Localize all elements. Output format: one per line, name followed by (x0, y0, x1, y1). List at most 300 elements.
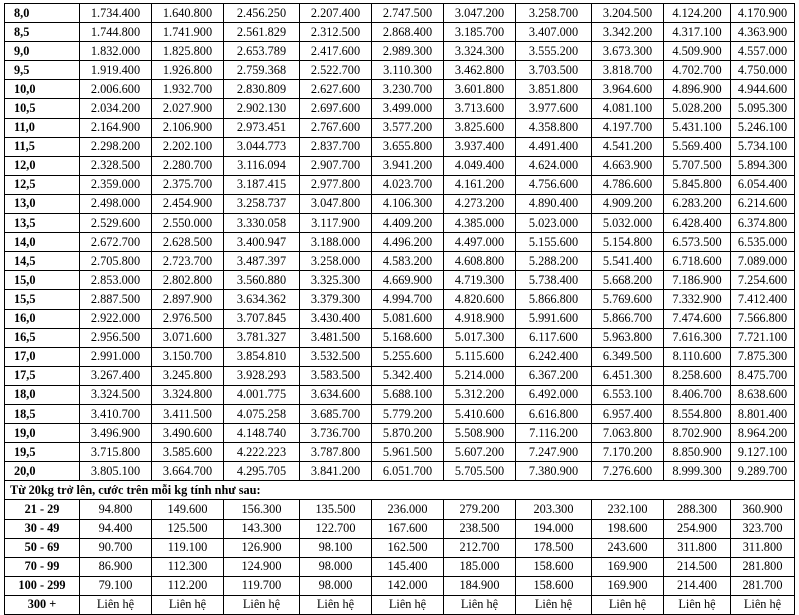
rate-cell: 156.300 (224, 500, 300, 519)
rate-cell: 5.312.200 (444, 385, 516, 404)
rate-cell: 3.071.600 (152, 328, 224, 347)
weight-cell: 17,5 (5, 366, 80, 385)
rate-cell: 2.498.000 (80, 194, 152, 213)
rate-cell: 2.868.400 (372, 23, 444, 42)
rate-cell: 5.607.200 (444, 443, 516, 462)
weight-cell: 10,0 (5, 80, 80, 99)
weight-cell: 12,0 (5, 156, 80, 175)
rate-cell: 3.188.000 (300, 233, 372, 252)
rate-cell: 4.273.200 (444, 194, 516, 213)
rate-cell: 203.300 (516, 500, 592, 519)
rate-cell: 6.718.600 (664, 252, 731, 271)
rate-cell: 8.406.700 (664, 385, 731, 404)
rate-cell: 6.117.600 (516, 328, 592, 347)
rate-cell: 6.242.400 (516, 347, 592, 366)
rate-cell: 2.529.600 (80, 214, 152, 233)
rate-cell: 4.409.200 (372, 214, 444, 233)
rate-cell: 4.756.600 (516, 175, 592, 194)
rate-cell: 2.359.000 (80, 175, 152, 194)
rate-cell: 8.475.700 (731, 366, 795, 385)
rate-cell: 2.454.900 (152, 194, 224, 213)
rate-table (4, 3, 795, 615)
rate-cell: 4.909.200 (592, 194, 664, 213)
rate-cell: 8.964.200 (731, 424, 795, 443)
rate-cell: 5.032.000 (592, 214, 664, 233)
rate-cell: 198.600 (592, 519, 664, 538)
rate-cell: 5.431.100 (664, 118, 731, 137)
rate-cell: 4.583.200 (372, 252, 444, 271)
rate-cell: 7.254.600 (731, 271, 795, 290)
rate-cell: 5.845.800 (664, 175, 731, 194)
rate-cell: 5.668.200 (592, 271, 664, 290)
rate-cell: 6.553.100 (592, 385, 664, 404)
rate-cell: 5.707.500 (664, 156, 731, 175)
rate-cell: Liên hệ (152, 595, 224, 614)
range-cell: 30 - 49 (5, 519, 80, 538)
rate-cell: 112.200 (152, 576, 224, 595)
rate-cell: Liên hệ (731, 595, 795, 614)
rate-cell: 1.926.800 (152, 61, 224, 80)
rate-cell: 5.255.600 (372, 347, 444, 366)
table-row (5, 156, 795, 175)
table-row (5, 328, 795, 347)
rate-cell: 3.487.397 (224, 252, 300, 271)
table-row (5, 309, 795, 328)
rate-cell: 2.991.000 (80, 347, 152, 366)
section-header-row (5, 481, 795, 500)
rate-cell: 2.522.700 (300, 61, 372, 80)
rate-cell: 6.451.300 (592, 366, 664, 385)
rate-cell: 8.850.900 (664, 443, 731, 462)
rate-cell: 2.298.200 (80, 137, 152, 156)
rate-cell: 2.767.600 (300, 118, 372, 137)
rate-cell: 8.554.800 (664, 404, 731, 423)
weight-cell: 18,5 (5, 404, 80, 423)
rate-cell: 3.499.000 (372, 99, 444, 118)
rate-cell: 2.627.600 (300, 80, 372, 99)
table-row (5, 443, 795, 462)
rate-cell: 279.200 (444, 500, 516, 519)
rate-cell: 4.124.200 (664, 4, 731, 23)
rate-cell: 4.890.400 (516, 194, 592, 213)
rate-cell: 3.585.600 (152, 443, 224, 462)
rate-cell: 3.342.200 (592, 23, 664, 42)
table-row (5, 42, 795, 61)
per-kg-rows (5, 500, 795, 615)
rate-cell: 2.887.500 (80, 290, 152, 309)
rate-cell: 7.247.900 (516, 443, 592, 462)
weight-cell: 12,5 (5, 175, 80, 194)
rate-cell: 4.918.900 (444, 309, 516, 328)
weight-cell: 19,5 (5, 443, 80, 462)
rate-cell: 6.214.600 (731, 194, 795, 213)
rate-cell: 6.573.500 (664, 233, 731, 252)
rate-cell: 3.555.200 (516, 42, 592, 61)
rate-cell: 4.363.900 (731, 23, 795, 42)
rate-cell: 3.400.947 (224, 233, 300, 252)
rate-cell: 3.560.880 (224, 271, 300, 290)
weight-cell: 16,0 (5, 309, 80, 328)
rate-cell: 3.187.415 (224, 175, 300, 194)
rate-cell: 5.081.600 (372, 309, 444, 328)
rate-cell: 2.747.500 (372, 4, 444, 23)
rate-cell: 3.941.200 (372, 156, 444, 175)
rate-cell: 1.741.900 (152, 23, 224, 42)
rate-cell: 3.150.700 (152, 347, 224, 366)
rate-cell: 6.349.500 (592, 347, 664, 366)
rate-cell: 3.787.800 (300, 443, 372, 462)
rate-cell: Liên hệ (444, 595, 516, 614)
table-row (5, 118, 795, 137)
rate-cell: 9.289.700 (731, 462, 795, 481)
rate-cell: 2.312.500 (300, 23, 372, 42)
rate-cell: 7.063.800 (592, 424, 664, 443)
rate-cell: 3.325.300 (300, 271, 372, 290)
table-row (5, 194, 795, 213)
rate-cell: 5.017.300 (444, 328, 516, 347)
table-row (5, 214, 795, 233)
rate-cell: 178.500 (516, 538, 592, 557)
rate-cell: 169.900 (592, 557, 664, 576)
weight-cell: 11,0 (5, 118, 80, 137)
rate-cell: 3.047.200 (444, 4, 516, 23)
table-row (5, 61, 795, 80)
rate-cell: 5.508.900 (444, 424, 516, 443)
rate-cell: 4.001.775 (224, 385, 300, 404)
weight-cell: 18,0 (5, 385, 80, 404)
rate-cell: 1.640.800 (152, 4, 224, 23)
rate-cell: 3.664.700 (152, 462, 224, 481)
rate-cell: 4.358.800 (516, 118, 592, 137)
rate-cell: Liên hệ (592, 595, 664, 614)
rate-cell: 3.577.200 (372, 118, 444, 137)
rate-cell: 3.462.800 (444, 61, 516, 80)
rate-cell: 7.721.100 (731, 328, 795, 347)
rate-cell: 126.900 (224, 538, 300, 557)
table-row (5, 347, 795, 366)
rate-cell: 7.276.600 (592, 462, 664, 481)
table-row (5, 233, 795, 252)
rate-cell: 4.509.900 (664, 42, 731, 61)
rate-cell: 360.900 (731, 500, 795, 519)
rate-cell: 4.750.000 (731, 61, 795, 80)
rate-cell: 3.379.300 (300, 290, 372, 309)
table-row (5, 271, 795, 290)
rate-cell: 98.100 (300, 538, 372, 557)
rate-cell: 5.769.600 (592, 290, 664, 309)
rate-cell: 4.557.000 (731, 42, 795, 61)
rate-cell: 2.375.700 (152, 175, 224, 194)
rate-cell: 5.028.200 (664, 99, 731, 118)
rate-cell: 162.500 (372, 538, 444, 557)
rate-cell: 232.100 (592, 500, 664, 519)
rate-cell: 4.497.000 (444, 233, 516, 252)
rate-cell: Liên hệ (80, 595, 152, 614)
rate-cell: 5.734.100 (731, 137, 795, 156)
rate-cell: 98.000 (300, 576, 372, 595)
rate-cell: 7.412.400 (731, 290, 795, 309)
rate-cell: 5.963.800 (592, 328, 664, 347)
rate-cell: 7.566.800 (731, 309, 795, 328)
rate-cell: 2.027.900 (152, 99, 224, 118)
rate-cell: 3.634.362 (224, 290, 300, 309)
rate-cell: 7.186.900 (664, 271, 731, 290)
rate-cell: 2.672.700 (80, 233, 152, 252)
rate-cell: 212.700 (444, 538, 516, 557)
table-row (5, 595, 795, 614)
table-row (5, 290, 795, 309)
rate-cell: 4.669.900 (372, 271, 444, 290)
rate-cell: 3.805.100 (80, 462, 152, 481)
rate-cell: 2.976.500 (152, 309, 224, 328)
rate-cell: 5.991.600 (516, 309, 592, 328)
rate-cell: 4.994.700 (372, 290, 444, 309)
rate-cell: 3.736.700 (300, 424, 372, 443)
rate-cell: 5.569.400 (664, 137, 731, 156)
table-row (5, 80, 795, 99)
rate-cell: 3.110.300 (372, 61, 444, 80)
rate-cell: 3.634.600 (300, 385, 372, 404)
rate-cell: 4.106.300 (372, 194, 444, 213)
rate-cell: 3.655.800 (372, 137, 444, 156)
rate-cell: 3.715.800 (80, 443, 152, 462)
rate-cell: 2.830.809 (224, 80, 300, 99)
rate-cell: 169.900 (592, 576, 664, 595)
rate-cell: 3.230.700 (372, 80, 444, 99)
rate-cell: 3.964.600 (592, 80, 664, 99)
rate-cell: 145.400 (372, 557, 444, 576)
rate-cell: 4.161.200 (444, 175, 516, 194)
rate-cell: 158.600 (516, 557, 592, 576)
rate-cell: 3.928.293 (224, 366, 300, 385)
section-header-group (5, 481, 795, 500)
rate-cell: 5.541.400 (592, 252, 664, 271)
rate-cell: 2.723.700 (152, 252, 224, 271)
rate-cell: 4.608.800 (444, 252, 516, 271)
rate-cell: 281.800 (731, 557, 795, 576)
rate-cell: 6.374.800 (731, 214, 795, 233)
rate-cell: 5.738.400 (516, 271, 592, 290)
rate-cell: 6.616.800 (516, 404, 592, 423)
rate-cell: 4.049.400 (444, 156, 516, 175)
rate-cell: 3.044.773 (224, 137, 300, 156)
range-cell: 300 + (5, 595, 80, 614)
rate-cell: Liên hệ (372, 595, 444, 614)
rate-cell: 4.541.200 (592, 137, 664, 156)
rate-cell: 7.116.200 (516, 424, 592, 443)
rate-cell: 8.638.600 (731, 385, 795, 404)
rate-cell: 3.496.900 (80, 424, 152, 443)
rate-cell: 2.837.700 (300, 137, 372, 156)
rate-cell: 1.744.800 (80, 23, 152, 42)
table-row (5, 538, 795, 557)
rate-cell: 2.561.829 (224, 23, 300, 42)
rate-cell: 3.490.600 (152, 424, 224, 443)
table-row (5, 175, 795, 194)
rate-cell: 4.197.700 (592, 118, 664, 137)
rate-cell: 142.000 (372, 576, 444, 595)
rate-cell: 5.155.600 (516, 233, 592, 252)
rate-cell: 3.267.400 (80, 366, 152, 385)
rate-cell: 3.411.500 (152, 404, 224, 423)
rate-cell: 7.616.300 (664, 328, 731, 347)
rate-cell: 2.977.800 (300, 175, 372, 194)
rate-cell: 323.700 (731, 519, 795, 538)
rate-cell: 3.825.600 (444, 118, 516, 137)
rate-cell: 3.258.000 (300, 252, 372, 271)
rate-cell: 4.786.600 (592, 175, 664, 194)
rate-cell: 119.700 (224, 576, 300, 595)
rate-cell: 2.550.000 (152, 214, 224, 233)
table-row (5, 99, 795, 118)
weight-cell: 19,0 (5, 424, 80, 443)
rate-cell: 288.300 (664, 500, 731, 519)
rate-cell: 214.500 (664, 557, 731, 576)
rate-cell: 3.258.737 (224, 194, 300, 213)
rate-cell: 2.697.600 (300, 99, 372, 118)
rate-cell: 4.023.700 (372, 175, 444, 194)
rate-cell: 3.703.500 (516, 61, 592, 80)
rate-cell: 3.407.000 (516, 23, 592, 42)
rate-cell: 1.932.700 (152, 80, 224, 99)
rate-cell: 3.324.500 (80, 385, 152, 404)
rate-cell: 2.034.200 (80, 99, 152, 118)
rate-cell: 5.705.500 (444, 462, 516, 481)
rate-cell: 7.170.200 (592, 443, 664, 462)
rate-cell: 3.258.700 (516, 4, 592, 23)
rate-cell: 122.700 (300, 519, 372, 538)
rate-cell: 4.944.600 (731, 80, 795, 99)
rate-cell: 5.023.000 (516, 214, 592, 233)
rate-cell: 1.734.400 (80, 4, 152, 23)
rate-cell: 281.700 (731, 576, 795, 595)
rate-cell: 3.841.200 (300, 462, 372, 481)
rate-cell: 2.907.700 (300, 156, 372, 175)
rate-cell: 8.801.400 (731, 404, 795, 423)
rate-cell: 2.902.130 (224, 99, 300, 118)
rate-cell: 124.900 (224, 557, 300, 576)
rate-cell: 7.380.900 (516, 462, 592, 481)
rate-cell: 5.870.200 (372, 424, 444, 443)
table-row (5, 404, 795, 423)
rate-cell: 5.866.800 (516, 290, 592, 309)
rate-cell: 2.106.900 (152, 118, 224, 137)
rate-cell: 4.702.700 (664, 61, 731, 80)
rate-cell: 2.802.800 (152, 271, 224, 290)
rate-cell: Liên hệ (300, 595, 372, 614)
rate-cell: 2.705.800 (80, 252, 152, 271)
rate-cell: 6.283.200 (664, 194, 731, 213)
rate-cell: 3.117.900 (300, 214, 372, 233)
rate-cell: 2.164.900 (80, 118, 152, 137)
table-row (5, 252, 795, 271)
rate-cell: 5.779.200 (372, 404, 444, 423)
rate-cell: 3.601.800 (444, 80, 516, 99)
rate-cell: 4.075.258 (224, 404, 300, 423)
rate-cell: 3.324.300 (444, 42, 516, 61)
rate-cell: 3.851.800 (516, 80, 592, 99)
rate-cell: 4.624.000 (516, 156, 592, 175)
rate-cell: 254.900 (664, 519, 731, 538)
rate-cell: 4.170.900 (731, 4, 795, 23)
rate-cell: 7.332.900 (664, 290, 731, 309)
rate-cell: 3.116.094 (224, 156, 300, 175)
rate-cell: 2.280.700 (152, 156, 224, 175)
table-row (5, 576, 795, 595)
rate-cell: 3.430.400 (300, 309, 372, 328)
rate-cell: 3.781.327 (224, 328, 300, 347)
rate-cell: 98.000 (300, 557, 372, 576)
rate-cell: 311.800 (664, 538, 731, 557)
rate-cell: 6.054.400 (731, 175, 795, 194)
rate-cell: 3.410.700 (80, 404, 152, 423)
rate-cell: 8.110.600 (664, 347, 731, 366)
rate-cell: 1.919.400 (80, 61, 152, 80)
range-cell: 50 - 69 (5, 538, 80, 557)
rate-cell: 2.653.789 (224, 42, 300, 61)
rate-cell: 2.922.000 (80, 309, 152, 328)
rate-cell: 236.000 (372, 500, 444, 519)
rate-cell: 5.288.200 (516, 252, 592, 271)
rate-cell: 185.000 (444, 557, 516, 576)
rate-cell: 4.148.740 (224, 424, 300, 443)
rate-cell: 4.719.300 (444, 271, 516, 290)
rate-cell: 6.535.000 (731, 233, 795, 252)
rate-cell: 94.400 (80, 519, 152, 538)
rate-cell: 6.367.200 (516, 366, 592, 385)
table-row (5, 519, 795, 538)
rate-cell: 4.491.400 (516, 137, 592, 156)
rate-cell: 4.295.705 (224, 462, 300, 481)
rate-cell: 8.258.600 (664, 366, 731, 385)
rate-cell: 3.330.058 (224, 214, 300, 233)
rate-cell: 7.474.600 (664, 309, 731, 328)
weight-cell: 14,5 (5, 252, 80, 271)
rate-cell: 2.202.100 (152, 137, 224, 156)
section-header: Từ 20kg trở lên, cước trên mỗi kg tính như sau: (5, 481, 795, 500)
rate-cell: 5.115.600 (444, 347, 516, 366)
rate-cell: 3.532.500 (300, 347, 372, 366)
weight-cell: 10,5 (5, 99, 80, 118)
rate-cell: 3.204.500 (592, 4, 664, 23)
rate-cell: 3.185.700 (444, 23, 516, 42)
rate-cell: 4.385.000 (444, 214, 516, 233)
weight-cell: 8,5 (5, 23, 80, 42)
rate-cell: 2.328.500 (80, 156, 152, 175)
weight-cell: 14,0 (5, 233, 80, 252)
rate-cell: 135.500 (300, 500, 372, 519)
rate-cell: 5.688.100 (372, 385, 444, 404)
rate-cell: 5.095.300 (731, 99, 795, 118)
rate-cell: 2.207.400 (300, 4, 372, 23)
rate-cell: 112.300 (152, 557, 224, 576)
rate-cell: 1.825.800 (152, 42, 224, 61)
rate-cell: 243.600 (592, 538, 664, 557)
range-cell: 100 - 299 (5, 576, 80, 595)
rate-cell: 90.700 (80, 538, 152, 557)
weight-cell: 13,5 (5, 214, 80, 233)
weight-cell: 8,0 (5, 4, 80, 23)
weight-cell: 11,5 (5, 137, 80, 156)
rate-cell: 2.897.900 (152, 290, 224, 309)
table-row (5, 385, 795, 404)
rate-cell: 125.500 (152, 519, 224, 538)
rate-cell: 2.956.500 (80, 328, 152, 347)
table-row (5, 23, 795, 42)
rate-cell: 194.000 (516, 519, 592, 538)
rate-cell: 238.500 (444, 519, 516, 538)
rate-cell: Liên hệ (664, 595, 731, 614)
